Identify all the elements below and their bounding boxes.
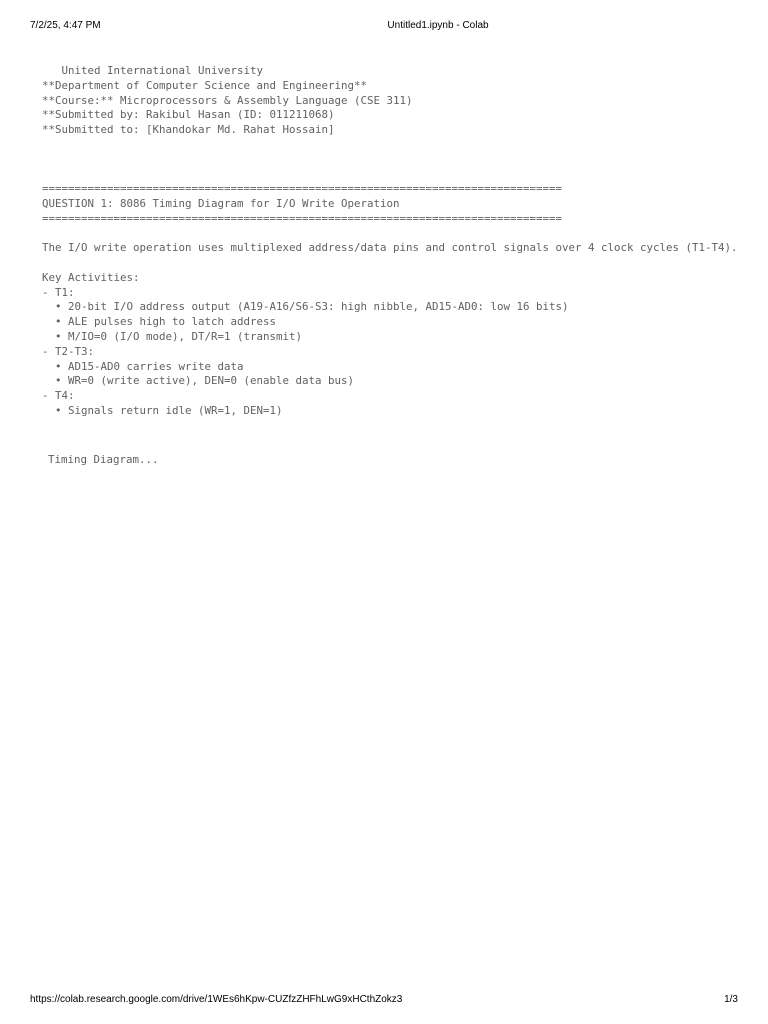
activity-line: • 20-bit I/O address output (A19-A16/S6-S3: high nibble, AD15-AD0: low 16 bits) — [42, 300, 569, 314]
activity-line: • M/IO=0 (I/O mode), DT/R=1 (transmit) — [42, 329, 303, 343]
intro-line: **Course:** Microprocessors & Assembly Language (CSE 311) — [42, 93, 413, 107]
description: The I/O write operation uses multiplexed address/data pins and control signals over 4 clock cycles (T1-T4). — [42, 241, 738, 255]
print-page-title: Untitled1.ipynb - Colab — [387, 20, 489, 31]
intro-line: **Submitted to: [Khandokar Md. Rahat Hossain] — [42, 123, 335, 137]
activity-line: • AD15-AD0 carries write data — [42, 359, 244, 373]
print-header — [0, 0, 768, 40]
activity-line: - T2-T3: — [42, 344, 95, 358]
question-title: QUESTION 1: 8086 Timing Diagram for I/O Write Operation — [42, 196, 400, 210]
timing-diagram-label: Timing Diagram... — [48, 452, 159, 466]
intro-line: **Submitted by: Rakibul Hasan (ID: 011211068) — [42, 108, 335, 122]
activities-heading: Key Activities: — [42, 270, 140, 284]
cell-output — [42, 64, 762, 468]
activity-line: • Signals return idle (WR=1, DEN=1) — [42, 403, 283, 417]
activity-line: - T1: — [42, 285, 75, 299]
print-datetime: 7/2/25, 4:47 PM — [30, 20, 101, 31]
print-footer — [0, 992, 768, 1012]
activity-line: - T4: — [42, 389, 75, 403]
page-number: 1/3 — [724, 994, 738, 1005]
activity-line: • ALE pulses high to latch address — [42, 315, 277, 329]
page-url: https://colab.research.google.com/drive/1WEs6hKpw-CUZfzZHFhLwG9xHCthZokz3 — [30, 994, 403, 1005]
separator-bottom: ================================================================================ — [42, 211, 563, 225]
intro-line: **Department of Computer Science and Engineering** — [42, 78, 368, 92]
activity-line: • WR=0 (write active), DEN=0 (enable data bus) — [42, 374, 355, 388]
separator-top: ================================================================================ — [42, 181, 563, 195]
intro-line: United International University — [42, 64, 264, 77]
